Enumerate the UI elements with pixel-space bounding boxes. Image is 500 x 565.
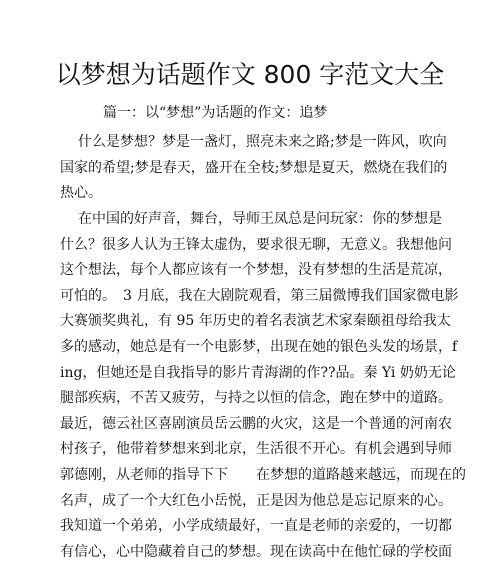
paragraph-line: 我知道一个弟弟，小学成绩最好，一直是老师的亲爱的，一切都 <box>60 518 452 535</box>
paragraph-1 <box>60 130 448 207</box>
paragraph-line: 大赛颁奖典礼，有 95 年历史的着名表演艺术家秦颐祖母给我太 <box>60 313 451 330</box>
paragraph-line: 什么？很多人认为王锋太虚伪，要求很无聊，无意义。我想他问 <box>60 236 452 253</box>
document-title: 以梦想为话题作文 800 字范文大全 <box>55 60 445 89</box>
paragraph-line: 腿部疾病，不苦又疲劳，与持之以恒的信念，跑在梦中的道路。 <box>60 390 452 407</box>
paragraph-line: 热心。 <box>60 185 102 202</box>
paragraph-line: 最近，德云社区喜剧演员岳云鹏的火灾，这是一个普通的河南农 <box>60 415 452 432</box>
paragraph-line: 什么是梦想？梦是一盏灯，照亮未来之路;梦是一阵风，吹向 <box>78 134 447 150</box>
paragraph-line: 在中国的好声音，舞台，导师王凤总是问玩家：你的梦想是 <box>78 211 442 227</box>
paragraph-line: 可怕的。 3 月底，我在大剧院观看，第三届微博我们国家微电影 <box>60 287 459 304</box>
paragraph-line: 这个想法，每个人都应该有一个梦想，没有梦想的生活是荒凉， <box>60 262 452 279</box>
paragraph-line: 村孩子，他带着梦想来到北京，生活很不开心。有机会遇到导师 <box>60 441 452 458</box>
paragraph-line: 多的感动，她总是有一个电影梦，出现在她的银色头发的场景，f <box>60 338 458 355</box>
paragraph-line: 国家的希望;梦是春天，盛开在全枝;梦想是夏天，燃烧在我们的 <box>60 159 448 176</box>
paragraph-line: ing，但她还是自我指导的影片青海湖的作??品。秦 Yi 奶奶无论 <box>60 364 456 381</box>
paragraph-line: 郭德刚，从老师的指导下下 在梦想的道路越来越远，而现在的 <box>60 466 466 483</box>
paragraph-line: 名声，成了一个大红色小岳悦，正是因为他总是忘记原来的心。 <box>60 492 452 509</box>
paragraph-line: 有信心，心中隐藏着自己的梦想。现在读高中在他忙碌的学校面 <box>60 543 452 560</box>
paragraph-2 <box>60 207 466 565</box>
document-subtitle: 篇一：以“梦想”为话题的作文：追梦 <box>103 105 328 121</box>
